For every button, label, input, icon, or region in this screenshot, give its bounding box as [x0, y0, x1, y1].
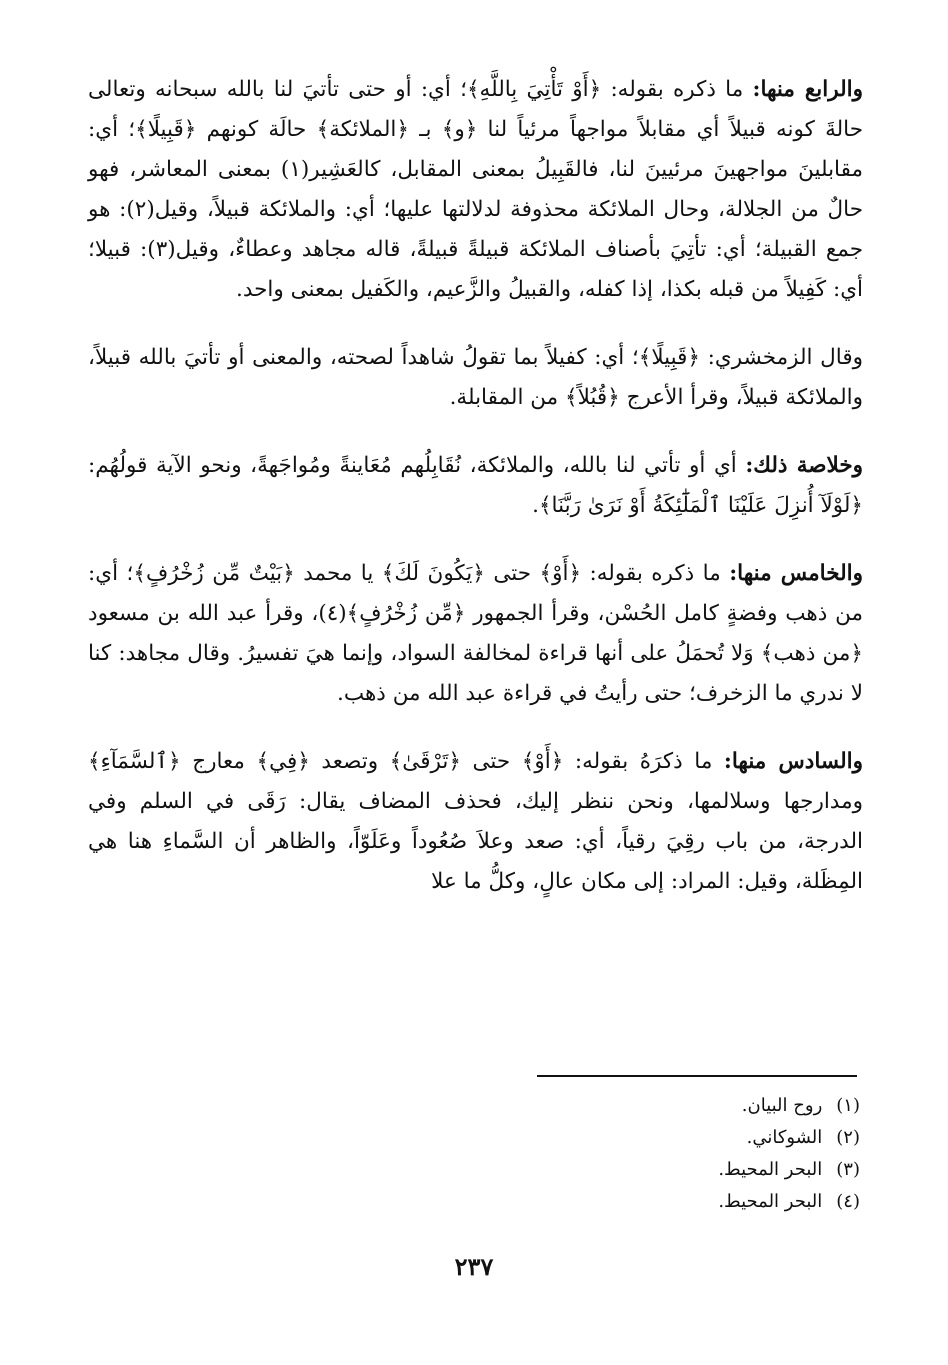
paragraph-lead: والسادس منها: [723, 749, 864, 774]
paragraph-lead: وخلاصة ذلك: [745, 453, 864, 478]
footnote-text: البحر المحيط. [718, 1191, 823, 1212]
footnote-item [460, 1154, 860, 1186]
paragraph-text: ما ذكره بقوله: ﴿أَوْ تَأْتِيَ بِاللَّهِ﴾؛ أي: أو حتى تأتيَ لنا بالله سبحانه وتعالى حالةَ كونه قبيلاً أي مقابلاً مواجهاً مرئياً لنا ﴿و﴾ بـ ﴿الملائكة﴾ حالَة كونهم ﴿قَبِيلًا﴾؛ أي: مقابلينَ مواجهينَ مرئيينَ لنا، فالقَبِيلُ بمعنى المقابل، كالعَشِير(١) بمعنى المعاشر، فهو حالٌ من الجلالة، وحال الملائكة محذوفة لدلالتها عليها؛ أي: والملائكة قبيلاً، وقيل(٢): هو جمع القبيلة؛ أي: تأتِيَ بأصناف الملائكة قبيلةً قبيلةً، قاله مجاهد وعطاءٌ، وقيل(٣): قبيلا؛ أي: كَفِيلاً من قبله بكذا، إذا كفله، والقبيلُ والزَّعيم، والكَفيل بمعنى واحد. [88, 77, 864, 302]
paragraph-zamakhshari [88, 338, 863, 418]
footnote-divider [537, 1075, 857, 1077]
footnote-item [460, 1122, 860, 1154]
paragraph-text: وقال الزمخشري: ﴿قَبِيلًا﴾؛ أي: كفيلاً بما تقولُ شاهداً لصحته، والمعنى أو تأتيَ بالله قبيلاً، والملائكة قبيلاً، وقرأ الأعرج ﴿قُبُلاً﴾ من المقابلة. [88, 345, 863, 410]
paragraph-sixth [88, 742, 863, 902]
paragraph-text: أي أو تأتي لنا بالله، والملائكة، نُقَابِلُهم مُعَاينةً ومُواجَهةً، ونحو الآية قولُهُم: ﴿لَوْلَآ أُنزِلَ عَلَيْنَا ٱلْمَلَٰٓئِكَةُ أَوْ نَرَىٰ رَبَّنَا﴾. [88, 453, 863, 518]
page-body [88, 70, 863, 930]
paragraph-text: ما ذكرَهُ بقوله: ﴿أَوْ﴾ حتى ﴿تَرْقَىٰ﴾ وتصعد ﴿فِي﴾ معارج ﴿ٱلسَّمَآءِ﴾ ومدارجها وسلالمها، ونحن ننظر إليك، فحذف المضاف يقال: رَقَى في السلم وفي الدرجة، من باب رقِيَ رقياً، أي: صعد وعلاَ صُعُوداً وعَلَوّاً، والظاهر أن السَّماءِ هنا هي المِظَلة، وقيل: المراد: إلى مكان عالٍ، وكلُّ ما علا [88, 749, 863, 894]
paragraph-summary [88, 446, 863, 526]
footnote-number: (٣) [836, 1159, 860, 1180]
paragraph-fifth [88, 554, 863, 714]
paragraph-text: ما ذكره بقوله: ﴿أَوْ﴾ حتى ﴿يَكُونَ لَكَ﴾ يا محمد ﴿بَيْتٌ مِّن زُخْرُفٍ﴾؛ أي: من ذهب وفضةٍ كامل الحُسْن، وقرأ الجمهور ﴿مِّن زُخْرُفٍ﴾(٤)، وقرأ عبد الله بن مسعود ﴿من ذهب﴾ وَلا تُحمَلُ على أنها قراءة لمخالفة السواد، وإنما هيَ تفسيرُ. وقال مجاهد: كنا لا ندري ما الزخرف؛ حتى رأيتُ في قراءة عبد الله من ذهب. [88, 561, 863, 706]
footnote-text: روح البيان. [741, 1095, 823, 1116]
footnote-number: (٤) [836, 1191, 860, 1212]
footnote-item [460, 1090, 860, 1122]
footnote-number: (١) [836, 1095, 860, 1116]
paragraph-lead: والرابع منها: [752, 77, 863, 102]
footnote-item [460, 1186, 860, 1218]
page-number: ٢٣٧ [454, 1252, 494, 1281]
footnotes [460, 1090, 860, 1218]
paragraph-fourth [88, 70, 863, 310]
paragraph-lead: والخامس منها: [729, 561, 863, 586]
footnote-text: البحر المحيط. [718, 1159, 823, 1180]
footnote-number: (٢) [836, 1127, 860, 1148]
footnote-text: الشوكاني. [746, 1127, 823, 1148]
